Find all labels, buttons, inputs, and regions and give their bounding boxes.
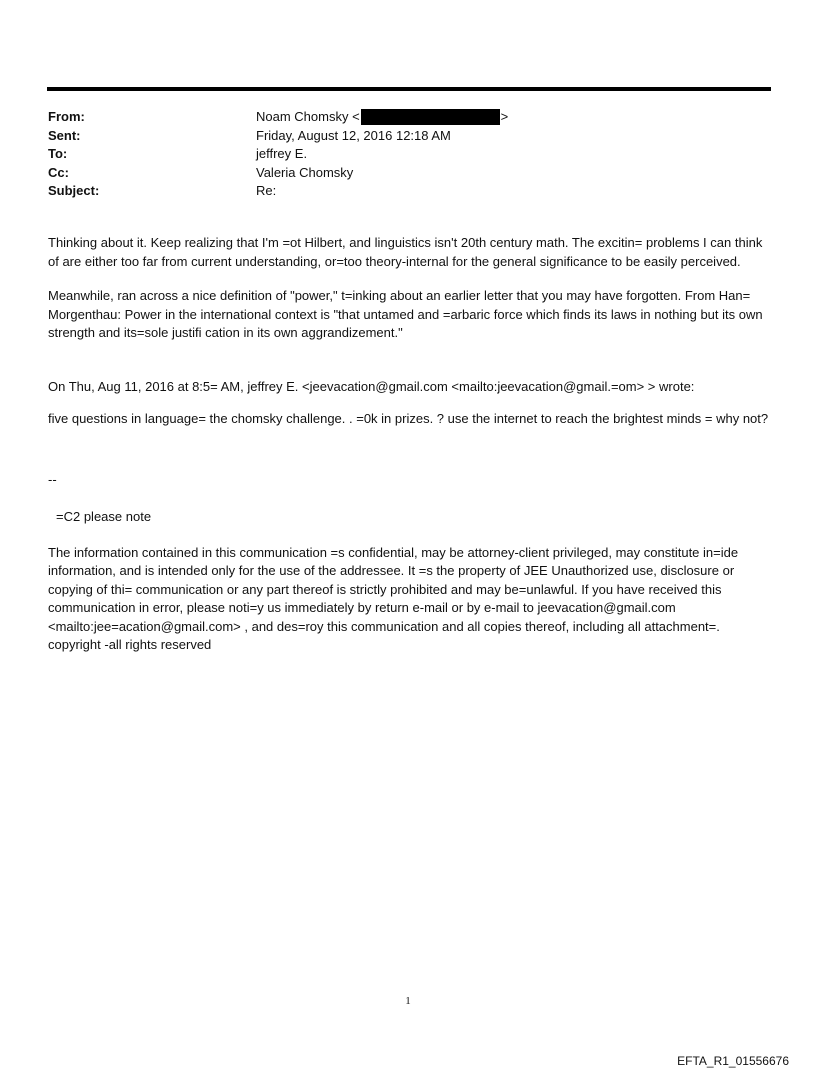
please-note: =C2 please note xyxy=(56,509,152,524)
subject-value: Re: xyxy=(256,183,277,198)
from-row xyxy=(48,108,768,127)
cc-row xyxy=(48,164,768,183)
from-value xyxy=(256,108,508,127)
to-row xyxy=(48,145,768,164)
from-label: From: xyxy=(48,109,85,124)
page-number: 1 xyxy=(405,995,411,1007)
cc-label: Cc: xyxy=(48,164,69,180)
to-label: To: xyxy=(48,146,68,161)
cc-value: Valeria Chomsky xyxy=(256,164,354,180)
header-rule xyxy=(47,87,771,91)
body-paragraph-1: Thinking about it. Keep realizing that I'm =ot Hilbert, and linguistics isn't 20th century math. The excitin= problems I can think of are either too far from current understanding, or=too theory-internal for the general significance to be easily perceived. xyxy=(48,235,763,269)
document-id: EFTA_R1_01556676 xyxy=(677,1054,789,1068)
body-paragraph-2: Meanwhile, ran across a nice definition of "power," t=inking about an earlier letter that you may have forgotten. From Han= Morgenthau: Power in the international context is "that untamed and =arbaric force which finds its laws in nothing but its own strength and its=sole justifi cation in its own aggrandizement." xyxy=(48,288,763,340)
subject-row xyxy=(48,182,768,201)
redaction-box xyxy=(361,109,500,125)
from-name: Noam Chomsky < xyxy=(256,109,360,124)
quote-header: On Thu, Aug 11, 2016 at 8:5= AM, jeffrey E. <jeevacation@gmail.com <mailto:jeevacation@gmail.=om> > wrote: xyxy=(48,378,695,394)
sent-label: Sent: xyxy=(48,127,81,143)
from-close: > xyxy=(500,109,509,124)
email-body xyxy=(48,234,772,655)
signature-separator: -- xyxy=(48,471,57,487)
sent-value: Friday, August 12, 2016 12:18 AM xyxy=(256,127,451,143)
to-value: jeffrey E. xyxy=(256,146,308,161)
subject-label: Subject: xyxy=(48,183,100,198)
sent-row xyxy=(48,127,768,146)
email-header xyxy=(48,108,768,201)
quoted-text: five questions in language= the chomsky challenge. . =0k in prizes. ? use the internet to reach the brightest minds = why not? xyxy=(48,411,769,426)
disclaimer: The information contained in this communication =s confidential, may be attorney-client privileged, may constitute in=ide information, and is intended only for the use of the addressee. It =s the property of JEE Unauthorized use, disclosure or copying of thi= communication or any part thereof is strictly prohibited and may be=unlawful. If you have received this communication in error, please noti=y us immediately by return e-mail or by e-mail to jeevacation@gmail.com <mailto:jee=acation@gmail.com> , and des=roy this communication and all copies thereof, including all attachment=. copyright -all rights reserved xyxy=(48,544,739,652)
